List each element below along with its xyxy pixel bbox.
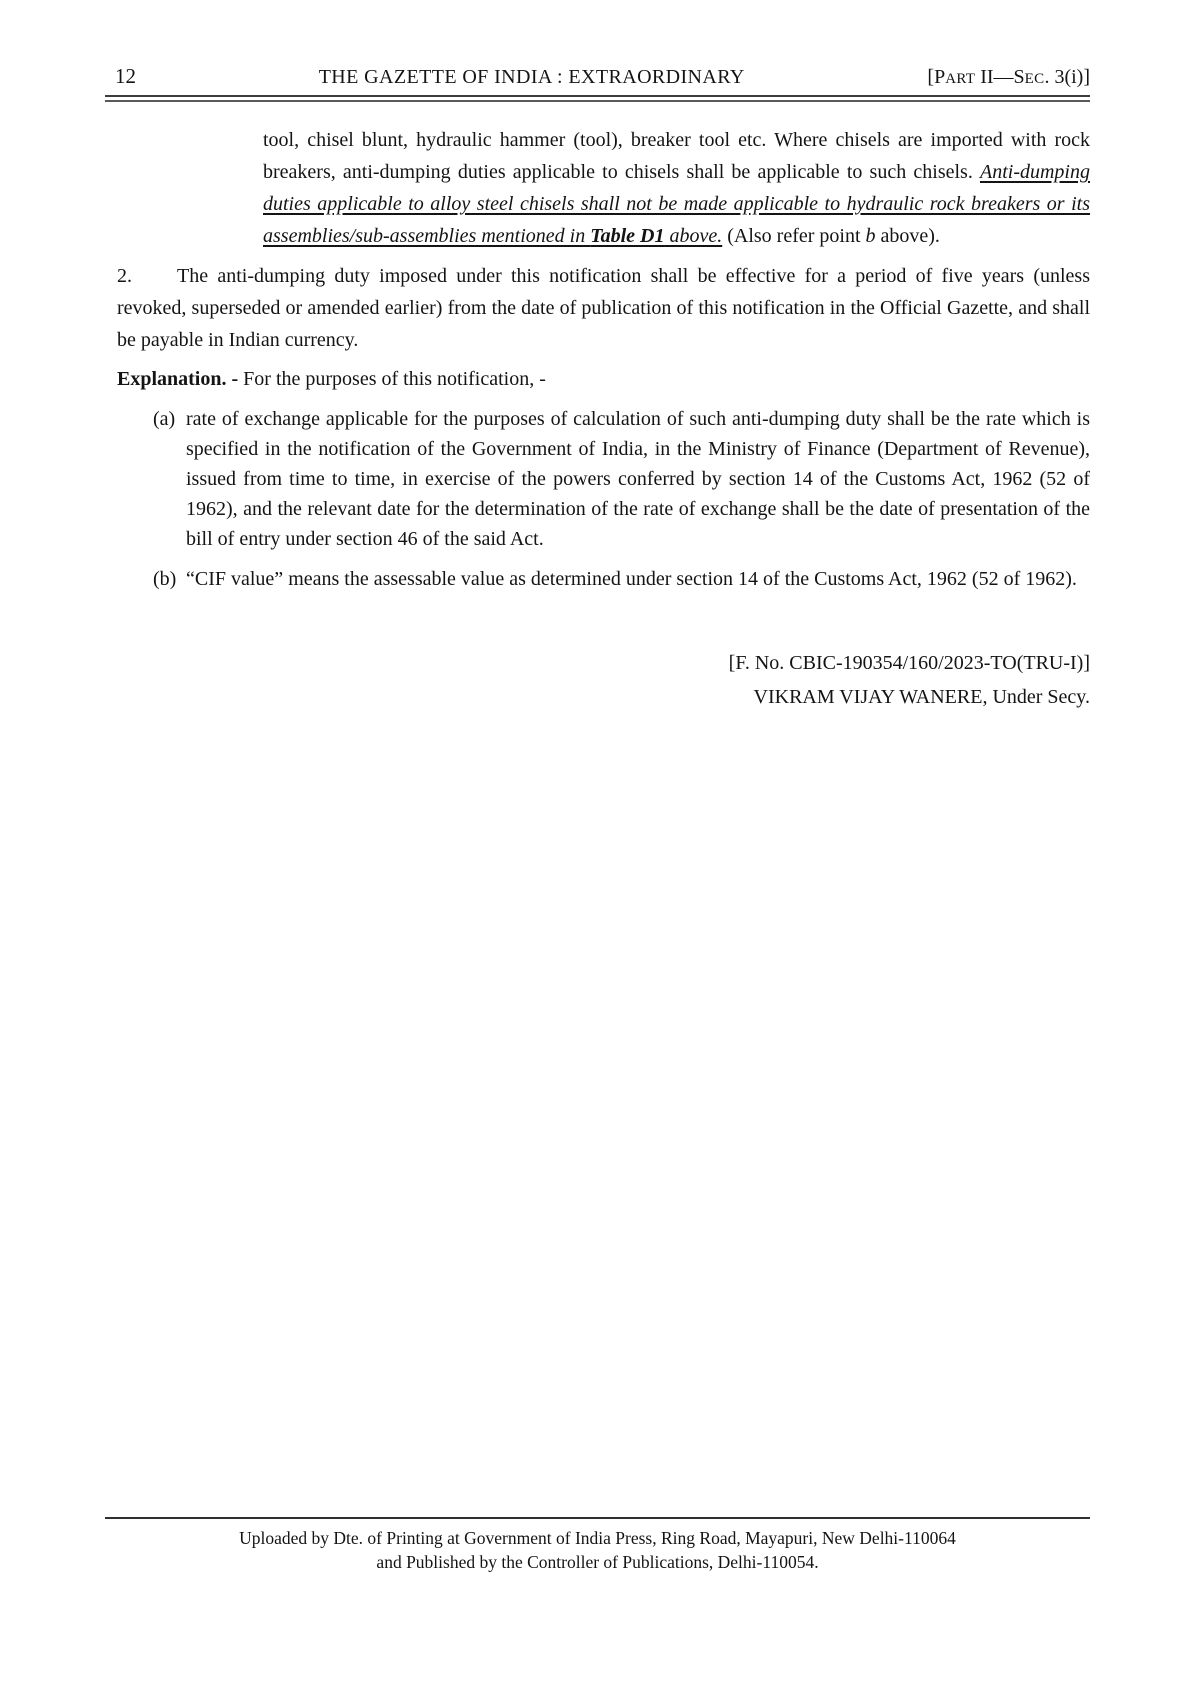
header-section-label xyxy=(927,65,1090,91)
para1-table-d1-reference: Table D1 xyxy=(590,225,665,247)
para1-text-italic-underline-end: above. xyxy=(664,225,723,247)
list-item-a-text: rate of exchange applicable for the purposes of calculation of such anti-dumping duty shall be the rate which is specified in the notification of the Government of India, in the Ministry of Finance (Department of Revenue), issued from time to time, in exercise of the powers conferred by section 14 of the Customs Act, 1962 (52 of 1962), and the relevant date for the determination of the rate of exchange shall be the date of presentation of the bill of entry under section 46 of the said Act. xyxy=(186,408,1090,550)
explanation-heading xyxy=(117,364,1090,394)
list-item-b-marker: (b) xyxy=(153,568,177,590)
footer-line-2: and Published by the Controller of Publications, Delhi-110054. xyxy=(376,1552,819,1572)
page-header xyxy=(105,64,1090,91)
page-footer xyxy=(105,1517,1090,1574)
header-double-rule xyxy=(105,95,1090,102)
para1-text-normal-3: above). xyxy=(875,225,940,247)
header-section-part: II—S xyxy=(975,66,1025,88)
explanation-list xyxy=(105,404,1090,592)
header-section-part: . 3(i)] xyxy=(1044,66,1090,88)
paragraph-2 xyxy=(117,260,1090,356)
page-number: 12 xyxy=(115,64,136,88)
header-section-part: ART xyxy=(945,71,976,87)
signatory-name: VIKRAM VIJAY WANERE, Under Secy. xyxy=(753,686,1090,708)
paragraph-2-number: 2. xyxy=(117,265,132,287)
paragraph-continuation xyxy=(263,124,1090,252)
para1-text-normal-2: (Also refer point xyxy=(722,225,866,247)
para1-text-normal: tool, chisel blunt, hydraulic hammer (tool), breaker tool etc. Where chisels are imported with rock breakers, anti-dumping duties applicable to chisels shall be applicable to such chisels. xyxy=(263,129,1090,183)
header-title: THE GAZETTE OF INDIA : EXTRAORDINARY xyxy=(318,66,745,88)
page-content xyxy=(105,0,1090,712)
para1-text-italic-underline: Anti-dumping duties applicable to alloy steel chisels shall not be made applicable to hydraulic rock breakers or its assemblies/sub-assemblies mentioned in xyxy=(263,161,1090,247)
footer-line-1: Uploaded by Dte. of Printing at Government of India Press, Ring Road, Mayapuri, New Delhi-110064 xyxy=(239,1528,956,1548)
file-number: [F. No. CBIC-190354/160/2023-TO(TRU-I)] xyxy=(728,652,1090,674)
list-item-a-marker: (a) xyxy=(153,408,176,430)
paragraph-2-text: The anti-dumping duty imposed under this notification shall be effective for a period of five years (unless revoked, superseded or amended earlier) from the date of publication of this notification in the Official Gazette, and shall be payable in Indian currency. xyxy=(117,265,1090,351)
explanation-label: Explanation. - xyxy=(117,368,239,390)
list-item-b-text: “CIF value” means the assessable value as determined under section 14 of the Customs Act, 1962 (52 of 1962). xyxy=(186,568,1077,590)
list-item-b xyxy=(153,566,1090,592)
footer-rule xyxy=(105,1517,1090,1519)
list-item-a xyxy=(153,404,1090,554)
header-section-part: EC xyxy=(1024,71,1045,87)
explanation-text: For the purposes of this notification, - xyxy=(238,368,546,390)
para1-point-b-reference: b xyxy=(865,225,876,247)
document-body xyxy=(105,124,1090,712)
header-section-part: [P xyxy=(927,66,946,88)
